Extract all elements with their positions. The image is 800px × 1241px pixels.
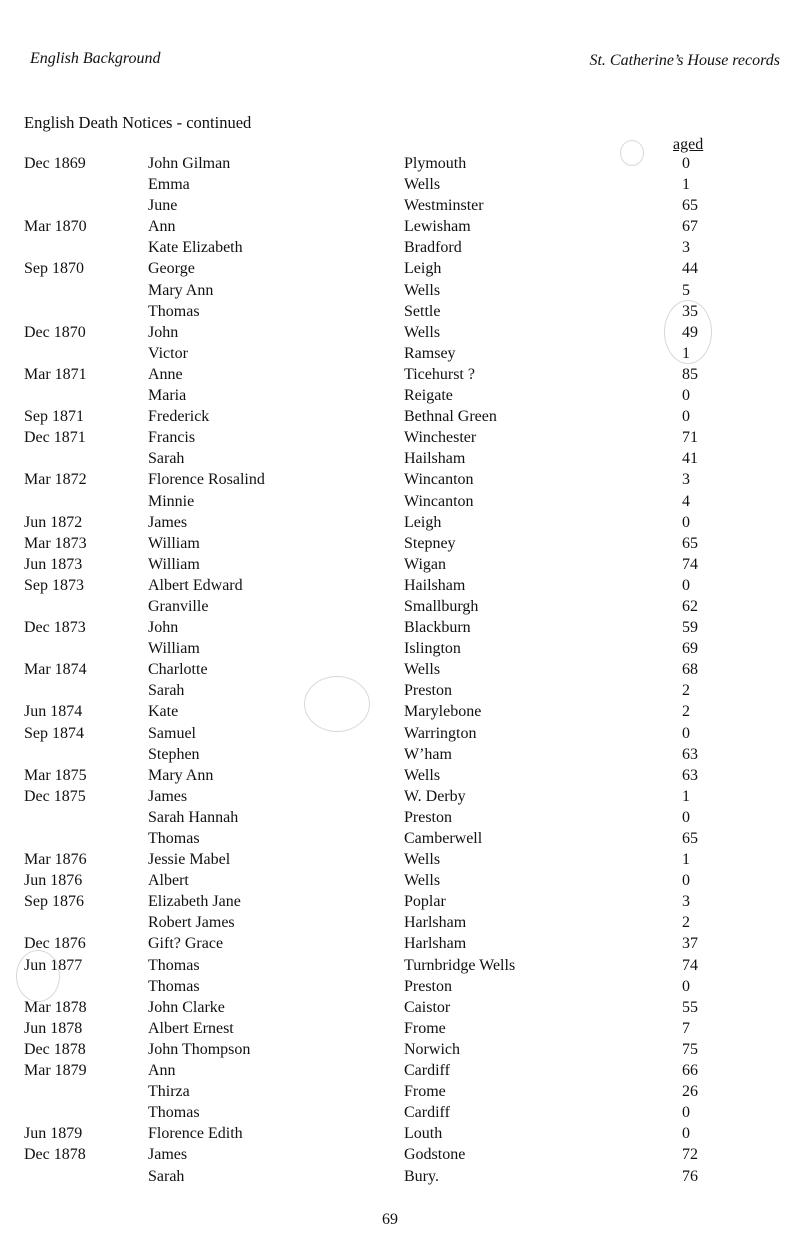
table-row — [0, 238, 800, 259]
name-cell: Thomas — [148, 977, 200, 995]
age-cell: 74 — [682, 555, 698, 573]
name-cell: Sarah — [148, 682, 185, 700]
table-row — [0, 1061, 800, 1082]
place-cell: Ramsey — [404, 344, 456, 362]
table-row — [0, 534, 800, 555]
name-cell: William — [148, 555, 200, 573]
table-row — [0, 217, 800, 238]
table-row — [0, 1019, 800, 1040]
age-cell: 49 — [682, 323, 698, 341]
name-cell: Sarah Hannah — [148, 808, 239, 826]
table-row — [0, 702, 800, 723]
table-row — [0, 365, 800, 386]
place-cell: Wells — [404, 176, 441, 194]
place-cell: Preston — [404, 682, 452, 700]
name-cell: Albert — [148, 872, 189, 890]
table-row — [0, 428, 800, 449]
table-row — [0, 175, 800, 196]
name-cell: Florence Rosalind — [148, 471, 265, 489]
name-cell: Sarah — [148, 1167, 185, 1185]
age-cell: 35 — [682, 302, 698, 320]
place-cell: Wincanton — [404, 492, 474, 510]
date-cell: Mar 1872 — [24, 471, 87, 489]
place-cell: Caistor — [404, 998, 451, 1016]
place-cell: Norwich — [404, 1040, 460, 1058]
name-cell: Samuel — [148, 724, 196, 742]
table-row — [0, 724, 800, 745]
name-cell: Maria — [148, 387, 187, 405]
table-row — [0, 681, 800, 702]
name-cell: Victor — [148, 344, 188, 362]
place-cell: Turnbridge Wells — [404, 956, 516, 974]
age-cell: 85 — [682, 365, 698, 383]
table-row — [0, 892, 800, 913]
place-cell: Poplar — [404, 893, 446, 911]
place-cell: Wells — [404, 851, 441, 869]
place-cell: Leigh — [404, 260, 442, 278]
date-cell: Dec 1878 — [24, 1146, 86, 1164]
name-cell: Thomas — [148, 956, 200, 974]
place-cell: Louth — [404, 1125, 443, 1143]
age-cell: 0 — [682, 513, 690, 531]
table-row — [0, 386, 800, 407]
date-cell: Mar 1871 — [24, 365, 87, 383]
name-cell: Anne — [148, 365, 183, 383]
name-cell: William — [148, 534, 200, 552]
age-cell: 55 — [682, 998, 698, 1016]
table-row — [0, 597, 800, 618]
age-cell: 76 — [682, 1167, 698, 1185]
scan-stain — [664, 300, 712, 364]
age-cell: 0 — [682, 408, 690, 426]
place-cell: Wigan — [404, 555, 447, 573]
name-cell: Albert Ernest — [148, 1019, 234, 1037]
date-cell: Sep 1876 — [24, 893, 84, 911]
age-cell: 26 — [682, 1083, 698, 1101]
name-cell: June — [148, 197, 178, 215]
age-cell: 59 — [682, 619, 698, 637]
name-cell: Granville — [148, 597, 209, 615]
name-cell: James — [148, 787, 188, 805]
age-cell: 3 — [682, 893, 690, 911]
age-cell: 0 — [682, 872, 690, 890]
name-cell: Mary Ann — [148, 281, 214, 299]
table-row — [0, 998, 800, 1019]
table-row — [0, 934, 800, 955]
age-cell: 44 — [682, 260, 698, 278]
table-row — [0, 808, 800, 829]
age-cell: 5 — [682, 281, 690, 299]
place-cell: Plymouth — [404, 155, 467, 172]
name-cell: James — [148, 1146, 188, 1164]
name-cell: Sarah — [148, 450, 185, 468]
date-cell: Dec 1873 — [24, 619, 86, 637]
page-number: 69 — [382, 1211, 398, 1228]
table-row — [0, 618, 800, 639]
place-cell: Frome — [404, 1019, 446, 1037]
age-cell: 41 — [682, 450, 698, 468]
place-cell: Warrington — [404, 724, 477, 742]
name-cell: John Gilman — [148, 155, 231, 172]
name-cell: Gift? Grace — [148, 935, 224, 953]
name-cell: Minnie — [148, 492, 195, 510]
section-title: English Death Notices - continued — [24, 113, 252, 132]
date-cell: Mar 1873 — [24, 534, 87, 552]
name-cell: Frederick — [148, 408, 210, 426]
table-row — [0, 829, 800, 850]
name-cell: Charlotte — [148, 661, 208, 679]
table-row — [0, 745, 800, 766]
table-row — [0, 871, 800, 892]
name-cell: Stephen — [148, 745, 200, 763]
table-row — [0, 913, 800, 934]
table-row — [0, 1145, 800, 1166]
name-cell: Thomas — [148, 1104, 200, 1122]
age-cell: 4 — [682, 492, 690, 510]
place-cell: Winchester — [404, 429, 477, 447]
aged-column-header: aged — [673, 136, 704, 153]
age-cell: 1 — [682, 851, 690, 869]
date-cell: Jun 1874 — [24, 703, 83, 721]
place-cell: Leigh — [404, 513, 442, 531]
date-cell: Jun 1878 — [24, 1019, 83, 1037]
age-cell: 74 — [682, 956, 698, 974]
table-row — [0, 639, 800, 660]
date-cell: Mar 1879 — [24, 1062, 87, 1080]
place-cell: Stepney — [404, 534, 456, 552]
age-cell: 0 — [682, 576, 690, 594]
table-row — [0, 977, 800, 998]
place-cell: Wells — [404, 766, 441, 784]
place-cell: Wells — [404, 661, 441, 679]
table-row — [0, 281, 800, 302]
name-cell: Elizabeth Jane — [148, 893, 241, 911]
age-cell: 68 — [682, 661, 698, 679]
age-cell: 0 — [682, 155, 690, 172]
place-cell: Hailsham — [404, 576, 466, 594]
name-cell: John Thompson — [148, 1040, 251, 1058]
date-cell: Jun 1879 — [24, 1125, 83, 1143]
age-cell: 63 — [682, 766, 698, 784]
name-cell: Emma — [148, 176, 190, 194]
age-cell: 2 — [682, 682, 690, 700]
table-row — [0, 154, 800, 175]
table-row — [0, 196, 800, 217]
table-row — [0, 1040, 800, 1061]
place-cell: W’ham — [404, 745, 452, 763]
name-cell: Kate Elizabeth — [148, 239, 243, 257]
place-cell: Marylebone — [404, 703, 482, 721]
place-cell: Blackburn — [404, 619, 471, 637]
name-cell: Ann — [148, 218, 176, 236]
name-cell: James — [148, 513, 188, 531]
place-cell: Westminster — [404, 197, 484, 215]
date-cell: Dec 1878 — [24, 1040, 86, 1058]
place-cell: Bradford — [404, 239, 462, 257]
name-cell: George — [148, 260, 195, 278]
place-cell: Bury. — [404, 1167, 439, 1185]
age-cell: 1 — [682, 344, 690, 362]
name-cell: Mary Ann — [148, 766, 214, 784]
place-cell: Godstone — [404, 1146, 466, 1164]
age-cell: 65 — [682, 830, 698, 847]
table-row — [0, 850, 800, 871]
table-row — [0, 407, 800, 428]
table-row — [0, 766, 800, 787]
name-cell: Jessie Mabel — [148, 851, 231, 869]
age-cell: 0 — [682, 387, 690, 405]
date-cell: Mar 1876 — [24, 851, 87, 869]
age-cell: 0 — [682, 977, 690, 995]
age-cell: 0 — [682, 808, 690, 826]
name-cell: Francis — [148, 429, 196, 447]
table-row — [0, 576, 800, 597]
place-cell: Hailsham — [404, 450, 466, 468]
name-cell: Kate — [148, 703, 179, 721]
place-cell: Cardiff — [404, 1062, 450, 1080]
age-cell: 1 — [682, 787, 690, 805]
date-cell: Dec 1871 — [24, 429, 86, 447]
date-cell: Mar 1875 — [24, 766, 87, 784]
place-cell: Harlsham — [404, 935, 467, 953]
place-cell: W. Derby — [404, 787, 466, 805]
name-cell: John — [148, 323, 179, 341]
age-cell: 63 — [682, 745, 698, 763]
age-cell: 69 — [682, 640, 698, 658]
place-cell: Preston — [404, 977, 452, 995]
place-cell: Reigate — [404, 387, 453, 405]
name-cell: Florence Edith — [148, 1125, 243, 1143]
place-cell: Camberwell — [404, 830, 483, 847]
name-cell: Thirza — [148, 1083, 190, 1101]
table-row — [0, 787, 800, 808]
age-cell: 3 — [682, 471, 690, 489]
place-cell: Wells — [404, 872, 441, 890]
place-cell: Harlsham — [404, 914, 467, 932]
date-cell: Jun 1873 — [24, 555, 83, 573]
age-cell: 75 — [682, 1040, 698, 1058]
place-cell: Wincanton — [404, 471, 474, 489]
place-cell: Settle — [404, 302, 441, 320]
running-header-right: St. Catherine’s House records — [589, 52, 780, 69]
scan-stain — [16, 950, 60, 1002]
age-cell: 67 — [682, 218, 698, 236]
name-cell: Thomas — [148, 302, 200, 320]
date-cell: Dec 1876 — [24, 935, 86, 953]
place-cell: Cardiff — [404, 1104, 450, 1122]
table-row — [0, 660, 800, 681]
age-cell: 65 — [682, 197, 698, 215]
table-row — [0, 1082, 800, 1103]
date-cell: Sep 1871 — [24, 408, 84, 426]
scan-stain — [304, 676, 370, 732]
place-cell: Wells — [404, 281, 441, 299]
age-cell: 37 — [682, 935, 698, 953]
name-cell: John Clarke — [148, 998, 225, 1016]
age-cell: 71 — [682, 429, 698, 447]
place-cell: Preston — [404, 808, 452, 826]
date-cell: Sep 1874 — [24, 724, 84, 742]
date-cell: Dec 1870 — [24, 323, 86, 341]
table-row — [0, 449, 800, 470]
date-cell: Sep 1870 — [24, 260, 84, 278]
table-row — [0, 513, 800, 534]
table-row — [0, 492, 800, 513]
age-cell: 1 — [682, 176, 690, 194]
age-cell: 62 — [682, 597, 698, 615]
date-cell: Mar 1870 — [24, 218, 87, 236]
name-cell: Robert James — [148, 914, 235, 932]
table-row — [0, 259, 800, 280]
date-cell: Jun 1877 — [24, 956, 83, 974]
place-cell: Lewisham — [404, 218, 471, 236]
age-cell: 0 — [682, 1104, 690, 1122]
age-cell: 2 — [682, 914, 690, 932]
age-cell: 7 — [682, 1019, 690, 1037]
name-cell: Albert Edward — [148, 576, 243, 594]
place-cell: Bethnal Green — [404, 408, 497, 426]
place-cell: Wells — [404, 323, 441, 341]
place-cell: Smallburgh — [404, 597, 479, 615]
date-cell: Jun 1872 — [24, 513, 83, 531]
age-cell: 72 — [682, 1146, 698, 1164]
table-row — [0, 470, 800, 491]
date-cell: Mar 1874 — [24, 661, 87, 679]
date-cell: Sep 1873 — [24, 576, 84, 594]
scan-stain — [620, 140, 644, 166]
name-cell: John — [148, 619, 179, 637]
age-cell: 0 — [682, 1125, 690, 1143]
table-row — [0, 1103, 800, 1124]
name-cell: Thomas — [148, 830, 200, 847]
running-header-left: English Background — [30, 50, 161, 67]
date-cell: Mar 1878 — [24, 998, 87, 1016]
table-row — [0, 1124, 800, 1145]
place-cell: Islington — [404, 640, 461, 658]
date-cell: Jun 1876 — [24, 872, 83, 890]
name-cell: William — [148, 640, 200, 658]
place-cell: Ticehurst ? — [404, 365, 475, 383]
age-cell: 65 — [682, 534, 698, 552]
age-cell: 0 — [682, 724, 690, 742]
table-row — [0, 555, 800, 576]
place-cell: Frome — [404, 1083, 446, 1101]
age-cell: 2 — [682, 703, 690, 721]
table-row — [0, 956, 800, 977]
age-cell: 66 — [682, 1062, 698, 1080]
date-cell: Dec 1875 — [24, 787, 86, 805]
age-cell: 3 — [682, 239, 690, 257]
table-row — [0, 1167, 800, 1188]
date-cell: Dec 1869 — [24, 155, 86, 172]
name-cell: Ann — [148, 1062, 176, 1080]
